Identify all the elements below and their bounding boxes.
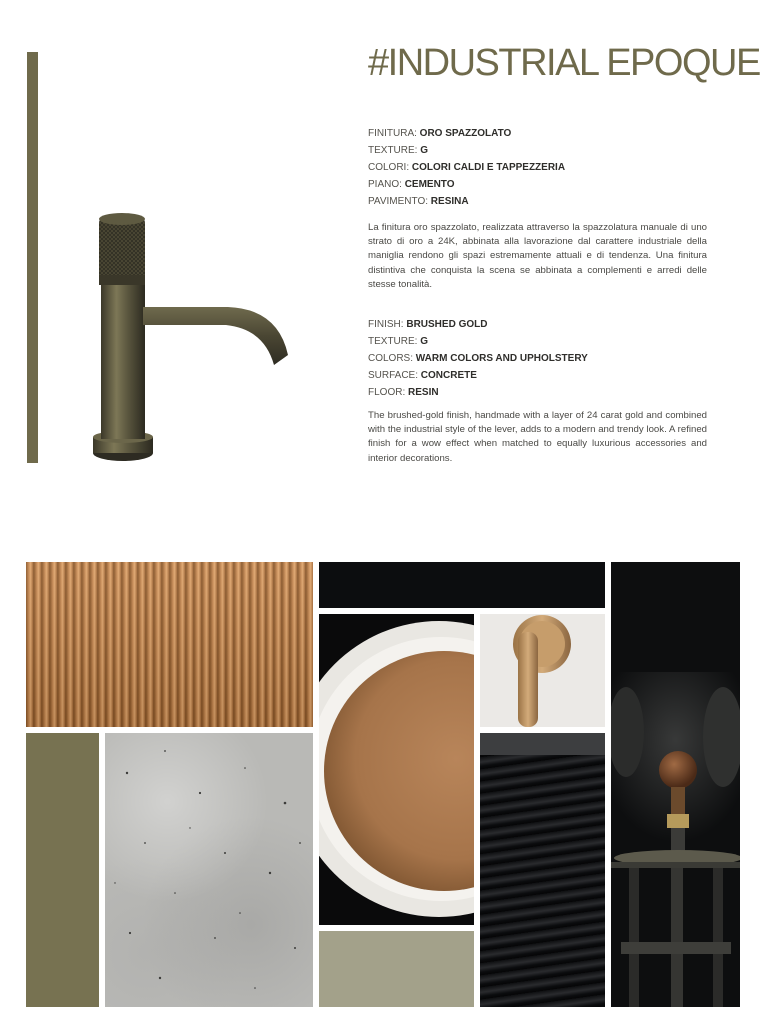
industrial-valve-image: [611, 562, 740, 1007]
spec-line: COLORS: WARM COLORS AND UPHOLSTERY: [368, 353, 588, 364]
spec-line: FINISH: BRUSHED GOLD: [368, 319, 488, 330]
spec-line: FLOOR: RESIN: [368, 387, 439, 398]
sage-color-swatch: [319, 931, 474, 1007]
faucet-image: [88, 205, 298, 470]
spec-line: PIANO: CEMENTO: [368, 179, 455, 190]
spec-line: FINITURA: ORO SPAZZOLATO: [368, 128, 512, 139]
spec-line: COLORI: COLORI CALDI E TAPPEZZERIA: [368, 162, 566, 173]
spec-line: TEXTURE: G: [368, 145, 429, 156]
coffee-cup-image: [319, 614, 474, 925]
black-radiator-image: [480, 733, 605, 1007]
english-specs: [368, 316, 713, 401]
spec-line: TEXTURE: G: [368, 336, 429, 347]
black-swatch: [319, 562, 605, 608]
concrete-swatch: [105, 733, 313, 1007]
english-description: The brushed-gold finish, handmade with a layer of 24 carat gold and combined with the industrial style of the lever, adds to a modern and trendy look. A refined finish for a wow effect when matched to equally luxurious accessories and interior decorations.: [368, 410, 707, 464]
page-title: #INDUSTRIAL EPOQUE: [368, 42, 760, 84]
italian-description: La finitura oro spazzolato, realizzata attraverso la spazzolatura manuale di uno strato di oro a 24K, abbinata alla lavorazione dal carattere industriale della maniglia rendono gli spazi estremamente attuali e di tendenza. Una finitura distintiva che conquista la scena se abbinata a complementi e arredi delle stesse tonalità.: [368, 222, 707, 290]
spec-line: PAVIMENTO: RESINA: [368, 196, 469, 207]
accent-bar: [27, 52, 38, 463]
olive-color-swatch: [26, 733, 99, 1007]
copper-ribbed-swatch: [26, 562, 313, 727]
spec-line: SURFACE: CONCRETE: [368, 370, 477, 381]
brass-handle-image: [480, 614, 605, 727]
italian-specs: [368, 125, 713, 210]
